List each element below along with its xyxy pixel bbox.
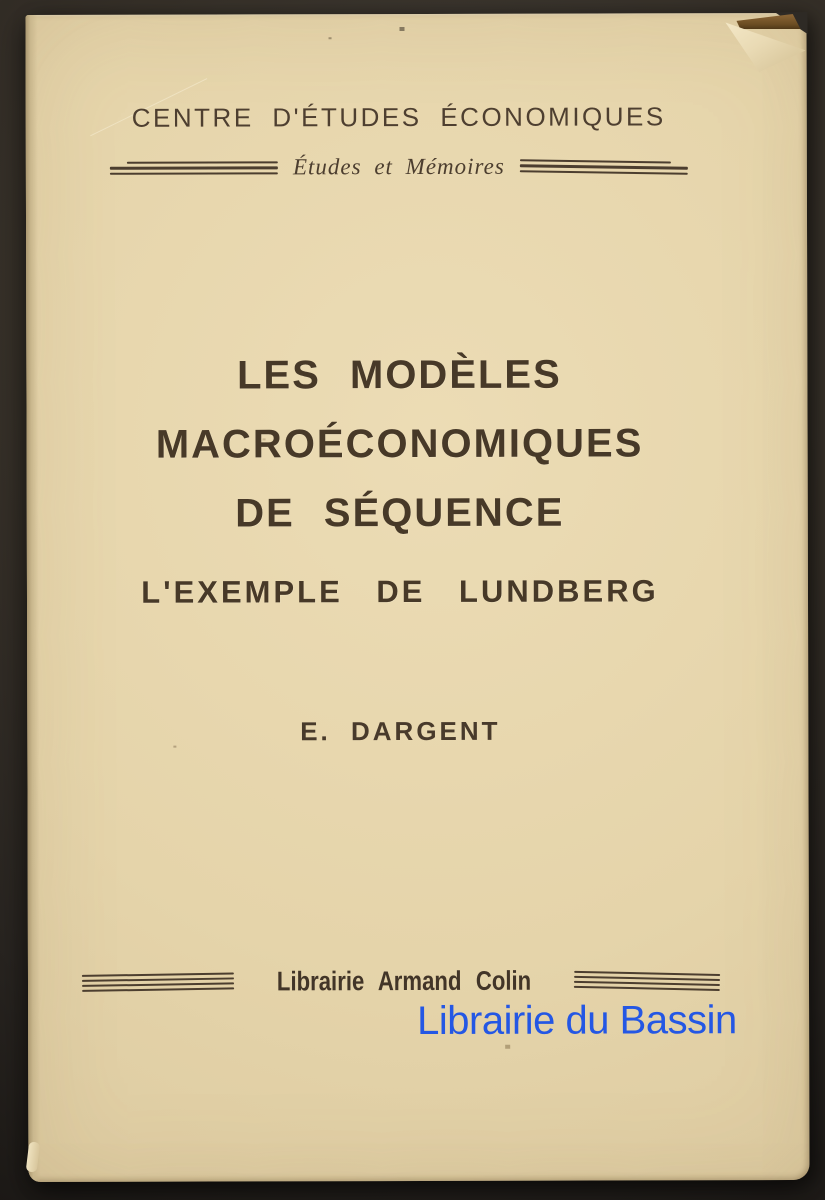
publisher-name: Librairie Armand Colin: [276, 965, 532, 997]
institution-name: CENTRE D'ÉTUDES ÉCONOMIQUES: [131, 101, 666, 133]
series-banner: [26, 153, 772, 181]
series-title: Études et Mémoires: [292, 153, 505, 180]
book-title-line-2: MACROÉCONOMIQUES: [155, 421, 644, 467]
quad-rule-right: [574, 971, 720, 991]
publisher-banner: [28, 965, 774, 998]
book-title: [26, 340, 773, 549]
book-title-line-3: DE SÉQUENCE: [235, 490, 565, 536]
book-subtitle: L'EXEMPLE DE LUNDBERG: [141, 573, 659, 610]
book-cover: [25, 13, 809, 1182]
book-title-line-1: LES MODÈLES: [237, 352, 562, 398]
bookseller-watermark: Librairie du Bassin: [417, 998, 737, 1044]
author-name: E. DARGENT: [300, 715, 501, 747]
triple-rule-left: [110, 161, 278, 174]
triple-rule-right: [520, 159, 688, 174]
quad-rule-left: [82, 972, 234, 992]
